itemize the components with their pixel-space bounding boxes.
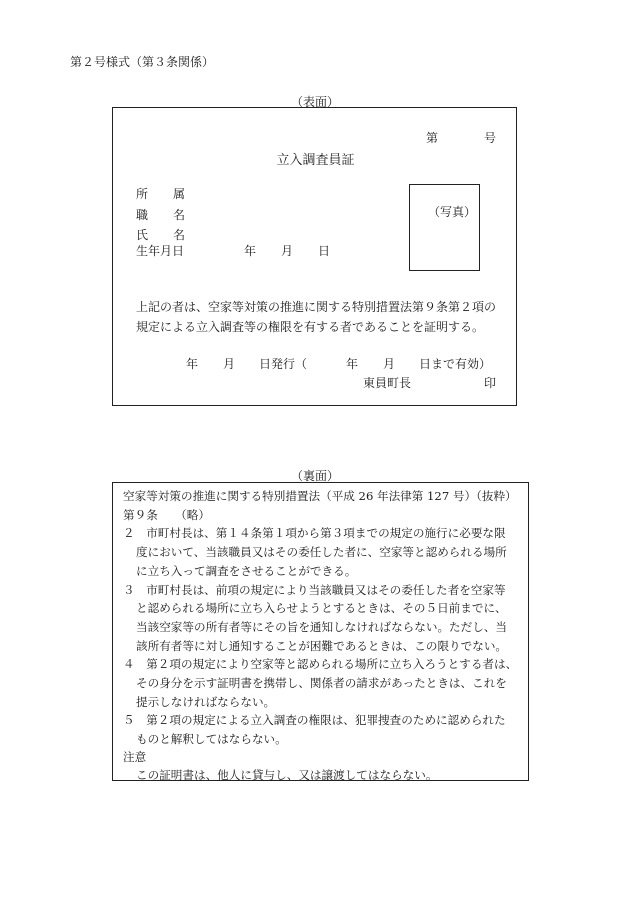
issue-day-label: 日発行（ <box>259 357 308 371</box>
form-number: 第２号様式（第３条関係） <box>70 55 215 69</box>
back-card <box>112 482 529 781</box>
statement-line-2: 規定による立入調査等の権限を有する者であることを証明する。 <box>136 320 485 334</box>
expiry-month-label: 月 <box>383 357 396 371</box>
clause-5-line-2: ものと解釈してはならない。 <box>136 732 287 746</box>
position-label-char1: 職 <box>136 208 149 222</box>
clause-3-line-3: 当該空家等の所有者等にその旨を通知しなければならない。ただし、当 <box>136 620 508 634</box>
photo-label: （写真） <box>428 205 477 219</box>
birth-month-label: 月 <box>281 244 294 258</box>
name-label-char2: 名 <box>173 228 186 242</box>
affiliation-label-char1: 所 <box>136 187 149 201</box>
affiliation-label-char2: 属 <box>173 187 186 201</box>
expiry-year-label: 年 <box>346 357 359 371</box>
clause-2-line-1: ２ 市町村長は、第１４条第１項から第３項までの規定の施行に必要な限 <box>123 526 506 540</box>
law-title-line: 空家等対策の推進に関する特別措置法（平成 26 年法律第 127 号）（抜粋） <box>123 489 517 503</box>
issue-month-label: 月 <box>223 357 236 371</box>
front-card <box>112 107 517 406</box>
expiry-day-label: 日まで有効） <box>419 357 492 371</box>
birth-day-label: 日 <box>318 244 331 258</box>
note-heading: 注意 <box>123 750 147 764</box>
clause-4-line-2: その身分を示す証明書を携帯し、関係者の請求があったときは、これを <box>136 676 507 690</box>
front-side-label: （表面） <box>290 95 339 109</box>
seal-mark: 印 <box>484 376 497 390</box>
clause-2-line-3: に立ち入って調査をさせることができる。 <box>136 564 357 578</box>
name-label-char1: 氏 <box>136 228 149 242</box>
clause-4-line-3: 提示しなければならない。 <box>136 695 276 709</box>
clause-5-line-1: ５ 第２項の規定による立入調査の権限は、犯罪捜査のために認められた <box>123 713 506 727</box>
note-text: この証明書は、他人に貸与し、又は譲渡してはならない。 <box>136 768 438 782</box>
card-title: 立入調査員証 <box>276 153 355 168</box>
clause-3-line-4: 該所有者等に対し通知することが困難であるときは、この限りでない。 <box>136 639 508 653</box>
issue-year-label: 年 <box>186 357 199 371</box>
clause-4-line-1: ４ 第２項の規定により空家等と認められる場所に立ち入ろうとする者は、 <box>123 657 518 671</box>
certificate-number-suffix: 号 <box>484 131 497 145</box>
back-side-label: （裏面） <box>290 469 339 483</box>
position-label-char2: 名 <box>173 208 186 222</box>
statement-line-1: 上記の者は、空家等対策の推進に関する特別措置法第９条第２項の <box>136 300 497 314</box>
birth-year-label: 年 <box>244 244 257 258</box>
issuer-title: 東員町長 <box>363 376 412 390</box>
clause-2-line-2: 度において、当該職員又はその委任した者に、空家等と認められる場所 <box>136 545 507 559</box>
clause-3-line-1: ３ 市町村長は、前項の規定により当該職員又はその委任した者を空家等 <box>123 583 506 597</box>
article-9-line: 第９条 （略） <box>123 508 210 522</box>
clause-3-line-2: と認められる場所に立ち入らせようとするときは、その５日前までに、 <box>136 601 507 615</box>
certificate-number-label: 第 <box>426 131 439 145</box>
photo-box <box>409 184 480 271</box>
birthdate-label: 生年月日 <box>136 244 185 258</box>
